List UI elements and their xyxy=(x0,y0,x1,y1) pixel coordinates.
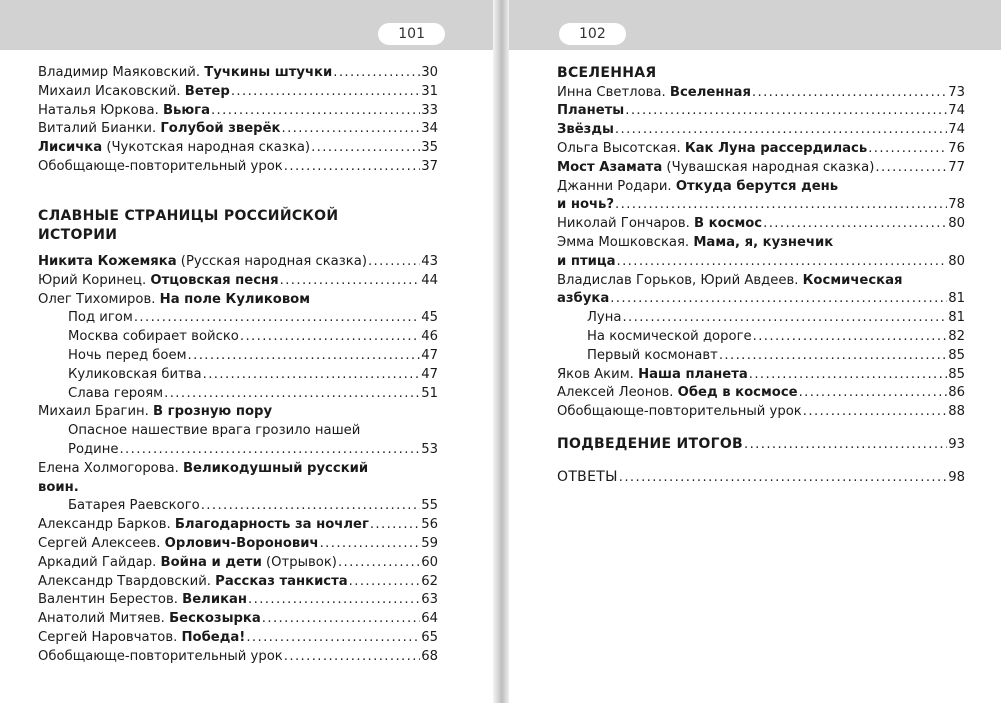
dot-leader xyxy=(622,309,947,328)
page-ref: 81 xyxy=(948,291,965,307)
entry-title: В космос xyxy=(694,216,763,232)
toc-entry xyxy=(38,535,438,554)
toc-entry xyxy=(38,139,438,158)
page-ref: 63 xyxy=(421,592,438,608)
page-ref: 78 xyxy=(948,197,965,213)
toc-subentry xyxy=(38,347,438,366)
subentry-title: Батарея Раевского xyxy=(68,498,200,514)
subentry-title: На космической дороге xyxy=(587,328,752,344)
entry-title: Вселенная xyxy=(669,84,751,100)
dot-leader xyxy=(134,309,420,328)
page-ref: 86 xyxy=(948,385,965,401)
toc-subentry xyxy=(38,497,438,516)
toc-entry-text xyxy=(38,83,230,102)
dot-leader xyxy=(338,554,420,573)
toc-entry-text xyxy=(38,158,283,177)
entry-title: Тучкины штучки xyxy=(204,65,333,80)
toc-entry xyxy=(38,83,438,102)
dot-leader xyxy=(333,64,420,83)
page-ref: 44 xyxy=(421,272,438,288)
toc-entry-text xyxy=(68,366,202,385)
toc-entry-text xyxy=(68,347,187,366)
dot-leader xyxy=(201,497,421,516)
entry-author: Михаил Исаковский. xyxy=(38,83,185,99)
subentry-title: Опасное нашествие врага грозило нашей xyxy=(68,423,361,439)
page-ref: 76 xyxy=(948,140,965,156)
toc-entry-continued xyxy=(38,479,438,498)
toc-entry-continued xyxy=(557,290,965,309)
spacer xyxy=(38,177,438,207)
entry-author: Обобщающе-повторительный урок xyxy=(557,404,802,420)
subentry-title: Под игом xyxy=(68,310,133,326)
toc-entry-text xyxy=(68,385,163,404)
dot-leader xyxy=(749,366,947,385)
table-of-contents xyxy=(38,64,438,667)
spacer xyxy=(38,246,438,253)
dot-leader xyxy=(119,441,420,460)
entry-title: и птица xyxy=(557,253,616,269)
dot-leader xyxy=(211,102,420,121)
toc-entry xyxy=(557,140,965,159)
dot-leader xyxy=(280,272,421,291)
entry-title: Голубой зверёк xyxy=(160,121,281,137)
dot-leader xyxy=(617,253,948,272)
dot-leader xyxy=(753,328,948,347)
entry-title: Мама, я, кузнечик xyxy=(693,234,834,250)
page-ref: 77 xyxy=(948,159,965,175)
toc-entry-text xyxy=(557,435,743,454)
entry-title: Лисичка xyxy=(38,140,103,156)
toc-entry-text xyxy=(38,64,332,83)
toc-entry-text xyxy=(557,196,614,215)
right-page xyxy=(509,0,1001,703)
entry-note: (Чувашская народная сказка) xyxy=(662,159,875,175)
entry-author: Владимир Маяковский. xyxy=(38,65,205,80)
toc-entry-text xyxy=(38,272,279,291)
toc-entry xyxy=(38,272,438,291)
toc-entry xyxy=(38,460,438,479)
toc-entry-text xyxy=(557,84,751,103)
entry-title: Планеты xyxy=(557,103,625,119)
entry-title: В грозную пору xyxy=(153,404,273,420)
page-ref: 55 xyxy=(421,498,438,514)
toc-subentry xyxy=(557,347,965,366)
spacer xyxy=(557,455,965,468)
toc-subentry xyxy=(38,441,438,460)
dot-leader xyxy=(370,516,420,535)
toc-entry-text xyxy=(68,441,118,460)
page-ref: 46 xyxy=(421,329,438,345)
page-ref: 53 xyxy=(421,441,438,457)
dot-leader xyxy=(610,290,947,309)
page-ref: 62 xyxy=(421,573,438,589)
section-heading-line: СЛАВНЫЕ СТРАНИЦЫ РОССИЙСКОЙ xyxy=(38,207,339,224)
toc-entry-text xyxy=(38,648,283,667)
page-ref: 59 xyxy=(421,535,438,551)
summary-label: ПОДВЕДЕНИЕ ИТОГОВ xyxy=(557,435,743,452)
entry-author: Джанни Родари. xyxy=(557,178,676,194)
toc-subentry xyxy=(38,366,438,385)
toc-subentry xyxy=(557,309,965,328)
entry-author: Валентин Берестов. xyxy=(38,592,183,608)
entry-title: Никита Кожемяка xyxy=(38,253,177,269)
toc-entry-continued xyxy=(557,253,965,272)
entry-note: (Отрывок) xyxy=(261,554,337,570)
toc-entry xyxy=(557,366,965,385)
toc-entry xyxy=(38,291,438,310)
entry-note: (Русская народная сказка) xyxy=(176,253,367,269)
page-ref: 85 xyxy=(948,366,965,382)
toc-entry-text xyxy=(38,535,319,554)
entry-title: Откуда берутся день xyxy=(675,178,839,194)
dot-leader xyxy=(875,159,947,178)
toc-entry-text xyxy=(557,290,609,309)
dot-leader xyxy=(311,139,420,158)
entry-note: (Чукотская народная сказка) xyxy=(102,140,311,156)
entry-title: Бескозырка xyxy=(169,611,261,627)
page-ref: 56 xyxy=(421,517,438,533)
toc-entry-text xyxy=(557,121,614,140)
entry-title: Орлович-Воронович xyxy=(164,535,319,551)
toc-entry-text xyxy=(38,253,367,272)
toc-entry-text xyxy=(557,384,798,403)
section-heading-line: ВСЕЛЕННАЯ xyxy=(557,65,657,81)
toc-entry-text xyxy=(38,102,210,121)
dot-leader xyxy=(231,83,420,102)
toc-entry-text xyxy=(38,554,337,573)
toc-entry xyxy=(557,234,965,253)
toc-entry xyxy=(38,554,438,573)
dot-leader xyxy=(240,328,420,347)
entry-author: Сергей Наровчатов. xyxy=(38,629,182,645)
toc-entry-text xyxy=(68,497,200,516)
entry-title: Рассказ танкиста xyxy=(215,573,348,589)
entry-author: Александр Твардовский. xyxy=(38,573,216,589)
dot-leader xyxy=(752,84,947,103)
entry-title: Благодарность за ночлег xyxy=(174,517,369,533)
entry-title: На поле Куликовом xyxy=(159,291,311,307)
page-ref: 45 xyxy=(421,310,438,326)
dot-leader xyxy=(248,591,420,610)
spacer xyxy=(557,422,965,435)
toc-entry-text xyxy=(587,328,752,347)
entry-title: Великодушный русский xyxy=(183,460,369,476)
entry-title: азбука xyxy=(557,291,610,307)
entry-title: Отцовская песня xyxy=(150,272,279,288)
page-ref: 74 xyxy=(948,103,965,119)
toc-entry-text xyxy=(557,253,616,272)
entry-title: Обед в космосе xyxy=(677,385,798,401)
entry-title: Война и дети xyxy=(160,554,262,570)
page-ref: 43 xyxy=(421,253,438,269)
toc-entry-text xyxy=(587,347,718,366)
subentry-title: Родине xyxy=(68,441,119,457)
answers-label: ОТВЕТЫ xyxy=(557,468,618,485)
toc-entry xyxy=(38,158,438,177)
toc-entry xyxy=(557,159,965,178)
subentry-title: Куликовская битва xyxy=(68,366,202,382)
toc-entry xyxy=(557,272,965,291)
page-ref: 80 xyxy=(948,253,965,269)
page-ref: 81 xyxy=(948,310,965,326)
page-number: 101 xyxy=(378,23,445,45)
toc-subentry xyxy=(557,328,965,347)
entry-author: Николай Гончаров. xyxy=(557,216,694,232)
dot-leader xyxy=(615,121,947,140)
dot-leader xyxy=(799,384,948,403)
dot-leader xyxy=(868,140,947,159)
entry-author: Виталий Бианки. xyxy=(38,121,161,137)
dot-leader xyxy=(625,102,947,121)
toc-entry xyxy=(557,403,965,422)
entry-title: Звёзды xyxy=(557,122,614,138)
entry-author: Аркадий Гайдар. xyxy=(38,554,161,570)
entry-author: Эмма Мошковская. xyxy=(557,234,694,250)
entry-author: Ольга Высотская. xyxy=(557,140,685,156)
toc-entry xyxy=(557,384,965,403)
entry-title: Победа! xyxy=(181,629,246,645)
entry-author: Владислав Горьков, Юрий Авдеев. xyxy=(557,272,803,288)
toc-entry-text xyxy=(38,610,261,629)
toc-entry xyxy=(557,121,965,140)
entry-author: Елена Холмогорова. xyxy=(38,460,183,476)
toc-subentry xyxy=(38,309,438,328)
entry-title: и ночь? xyxy=(557,197,615,213)
page-ref: 30 xyxy=(421,65,438,80)
toc-entry xyxy=(38,403,438,422)
summary-entry xyxy=(557,435,965,455)
dot-leader xyxy=(188,347,421,366)
toc-entry xyxy=(557,178,965,197)
entry-title: Великан xyxy=(182,592,248,608)
dot-leader xyxy=(615,196,947,215)
dot-leader xyxy=(164,385,420,404)
toc-entry-text xyxy=(557,468,618,487)
toc-entry-text xyxy=(38,629,245,648)
dot-leader xyxy=(203,366,421,385)
toc-entry-continued xyxy=(557,196,965,215)
toc-entry xyxy=(38,610,438,629)
toc-entry xyxy=(38,591,438,610)
toc-entry xyxy=(38,102,438,121)
toc-entry-text xyxy=(68,309,133,328)
subentry-title: Слава героям xyxy=(68,385,164,401)
dot-leader xyxy=(284,648,420,667)
toc-subentry xyxy=(38,385,438,404)
page-ref: 65 xyxy=(421,629,438,645)
page-ref: 85 xyxy=(948,347,965,363)
page-ref: 47 xyxy=(421,347,438,363)
dot-leader xyxy=(246,629,420,648)
entry-author: Сергей Алексеев. xyxy=(38,535,165,551)
toc-entry-text xyxy=(38,591,247,610)
toc-entry-text xyxy=(557,102,624,121)
entry-author: Юрий Коринец. xyxy=(38,272,151,288)
dot-leader xyxy=(368,253,420,272)
page-number: 102 xyxy=(559,23,626,45)
toc-subentry xyxy=(38,328,438,347)
toc-entry-text xyxy=(557,403,802,422)
toc-entry xyxy=(557,84,965,103)
dot-leader xyxy=(763,215,947,234)
dot-leader xyxy=(282,120,421,139)
page-ref: 93 xyxy=(948,436,965,452)
toc-entry-text xyxy=(557,215,762,234)
toc-entry xyxy=(38,120,438,139)
toc-entry-text xyxy=(557,140,867,159)
subentry-title: Первый космонавт xyxy=(587,347,718,363)
entry-author: Инна Светлова. xyxy=(557,84,670,100)
entry-title: Вьюга xyxy=(162,102,210,118)
toc-entry-text xyxy=(38,573,348,592)
toc-entry-text xyxy=(557,366,748,385)
toc-entry xyxy=(557,215,965,234)
entry-title: Как Луна рассердилась xyxy=(684,140,868,156)
toc-entry-text xyxy=(38,516,369,535)
page-ref: 31 xyxy=(421,83,438,99)
subentry-title: Луна xyxy=(587,310,622,326)
toc-entry xyxy=(557,102,965,121)
section-heading xyxy=(38,226,438,246)
toc-entry xyxy=(38,253,438,272)
toc-entry-text xyxy=(38,139,310,158)
page-ref: 60 xyxy=(421,554,438,570)
answers-entry xyxy=(557,468,965,488)
entry-author: Анатолий Митяев. xyxy=(38,611,170,627)
page-ref: 34 xyxy=(421,121,438,137)
toc-entry-text xyxy=(557,159,874,178)
entry-title: Наша планета xyxy=(638,366,748,382)
entry-title: Космическая xyxy=(802,272,903,288)
entry-title: воин. xyxy=(38,479,79,495)
toc-entry xyxy=(38,516,438,535)
entry-title: Мост Азамата xyxy=(557,159,663,175)
dot-leader xyxy=(262,610,420,629)
entry-author: Обобщающе-повторительный урок xyxy=(38,648,283,664)
toc-entry xyxy=(38,64,438,83)
entry-author: Яков Аким. xyxy=(557,366,639,382)
dot-leader xyxy=(320,535,421,554)
page-ref: 82 xyxy=(948,328,965,344)
page-ref: 74 xyxy=(948,122,965,138)
entry-title: Ветер xyxy=(184,83,230,99)
dot-leader xyxy=(719,347,947,366)
book-spine xyxy=(493,0,509,703)
entry-author: Михаил Брагин. xyxy=(38,404,154,420)
toc-entry-text xyxy=(68,328,239,347)
page-ref: 37 xyxy=(421,158,438,174)
toc-entry xyxy=(38,648,438,667)
subentry-title: Москва собирает войско xyxy=(68,329,239,345)
entry-author: Обобщающе-повторительный урок xyxy=(38,158,283,174)
entry-author: Алексей Леонов. xyxy=(557,385,678,401)
toc-entry xyxy=(38,629,438,648)
toc-entry-text xyxy=(38,120,281,139)
page-ref: 88 xyxy=(948,404,965,420)
entry-author: Наталья Юркова. xyxy=(38,102,163,118)
dot-leader xyxy=(803,403,947,422)
left-page xyxy=(0,0,493,703)
entry-author: Олег Тихомиров. xyxy=(38,291,160,307)
subentry-title: Ночь перед боем xyxy=(68,347,187,363)
toc-subentry-line xyxy=(38,422,438,441)
page-ref: 47 xyxy=(421,366,438,382)
section-heading-line: ИСТОРИИ xyxy=(38,227,118,244)
page-ref: 98 xyxy=(948,469,965,485)
section-heading xyxy=(38,207,438,227)
page-ref: 33 xyxy=(421,102,438,118)
toc-entry xyxy=(38,573,438,592)
dot-leader xyxy=(349,573,421,592)
page-ref: 35 xyxy=(421,140,438,156)
page-ref: 73 xyxy=(948,84,965,100)
dot-leader xyxy=(744,436,947,455)
entry-author: Александр Барков. xyxy=(38,517,175,533)
section-heading xyxy=(557,64,965,84)
page-ref: 68 xyxy=(421,648,438,664)
page-ref: 51 xyxy=(421,385,438,401)
dot-leader xyxy=(284,158,420,177)
toc-entry-text xyxy=(587,309,621,328)
page-ref: 64 xyxy=(421,611,438,627)
page-ref: 80 xyxy=(948,216,965,232)
dot-leader xyxy=(619,469,947,488)
table-of-contents xyxy=(557,64,965,488)
